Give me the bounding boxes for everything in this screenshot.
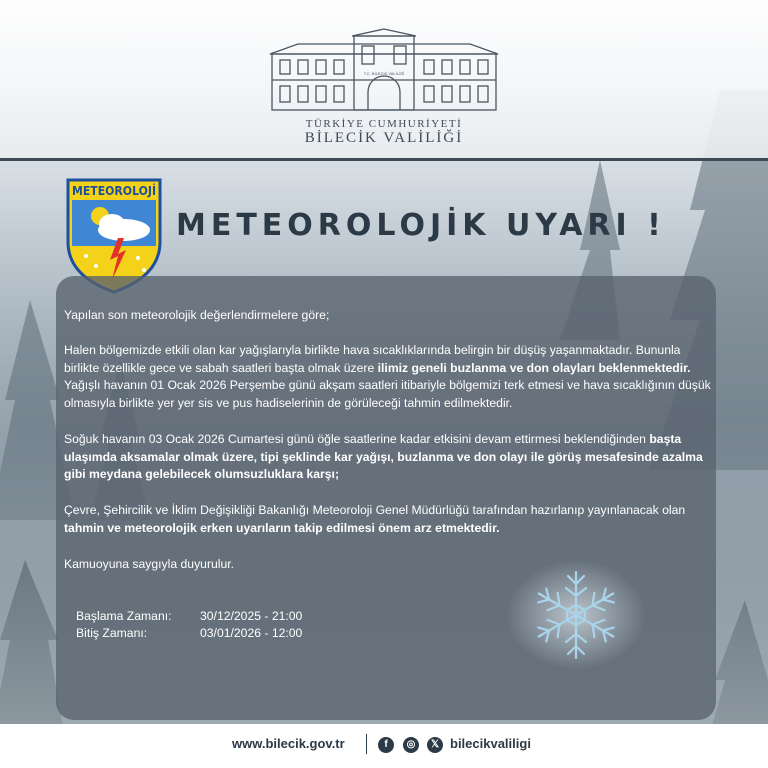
paragraph-1-text: Halen bölgemizde etkili olan kar yağışlarıyla birlikte hava sıcaklıklarında belirgin bir düşüş yaşanmaktadır. Bununla birlikte özellikle gece ve sabah saatleri başta olmak üzere <box>64 343 681 375</box>
government-subtitle: TÜRKİYE CUMHURİYETİ <box>305 118 463 130</box>
paragraph-3-text: Çevre, Şehircilik ve İklim Değişikliği Bakanlığı Meteoroloji Genel Müdürlüğü tarafından hazırlanıp yayınlanacak olan <box>64 503 686 517</box>
end-time-value: 03/01/2026 - 12:00 <box>200 626 303 640</box>
page-title: METEOROLOJİK UYARI ! <box>176 208 666 243</box>
social-handle[interactable]: bilecikvaliligi <box>450 736 531 751</box>
snowflake-icon <box>506 560 646 670</box>
badge-label: METEOROLOJİ <box>72 183 156 198</box>
closing-text: Kamuoyuna saygıyla duyurulur. <box>64 557 235 571</box>
intro-text: Yapılan son meteorolojik değerlendirmelere göre; <box>64 308 330 322</box>
start-time-value: 30/12/2025 - 21:00 <box>200 609 303 623</box>
start-time-row <box>76 608 396 625</box>
paragraph-2 <box>64 431 712 484</box>
paragraph-3 <box>64 502 712 537</box>
website-link[interactable]: www.bilecik.gov.tr <box>232 736 345 751</box>
instagram-icon[interactable]: ◎ <box>403 737 419 753</box>
paragraph-2-emphasis: başta ulaşımda aksamalar olmak üzere, tipi şeklinde kar yağışı, buzlanma ve don olayı ile görüş mesafesinde azalma gibi meydana gelebilecek olumsuzluklara karşı; <box>64 432 703 481</box>
start-time-label: Başlama Zamanı: <box>76 609 172 623</box>
paragraph-1-emphasis: ilimiz geneli buzlanma ve don olayları beklenmektedir. <box>377 360 691 375</box>
validity-times <box>76 608 396 642</box>
paragraph-3-emphasis: tahmin ve meteorolojik erken uyarıların takip edilmesi önem arz etmektedir. <box>64 520 500 535</box>
governorship-building-logo <box>268 28 500 114</box>
header-divider <box>0 158 768 161</box>
footer-divider <box>366 734 367 754</box>
facebook-icon[interactable]: f <box>378 737 394 753</box>
end-time-row <box>76 625 396 642</box>
paragraph-1 <box>64 342 712 412</box>
end-time-label: Bitiş Zamanı: <box>76 626 148 640</box>
building-sign: T.C. BİLECİK VALİLİĞİ <box>363 71 405 76</box>
x-icon[interactable]: 𝕏 <box>427 737 443 753</box>
governorship-name: BİLECİK VALİLİĞİ <box>304 130 464 146</box>
paragraph-1-text-2: Yağışlı havanın 01 Ocak 2026 Perşembe günü akşam saatleri itibariyle bölgemizi terk etmesi ve hava sıcaklığının düşük olmasıyla birlikte yer yer sis ve pus hadiselerinin de görüleceği tahmin edilmektedir. <box>64 378 711 410</box>
paragraph-2-text: Soğuk havanın 03 Ocak 2026 Cumartesi günü öğle saatlerine kadar etkisini devam ettirmesi beklendiğinden <box>64 432 650 446</box>
